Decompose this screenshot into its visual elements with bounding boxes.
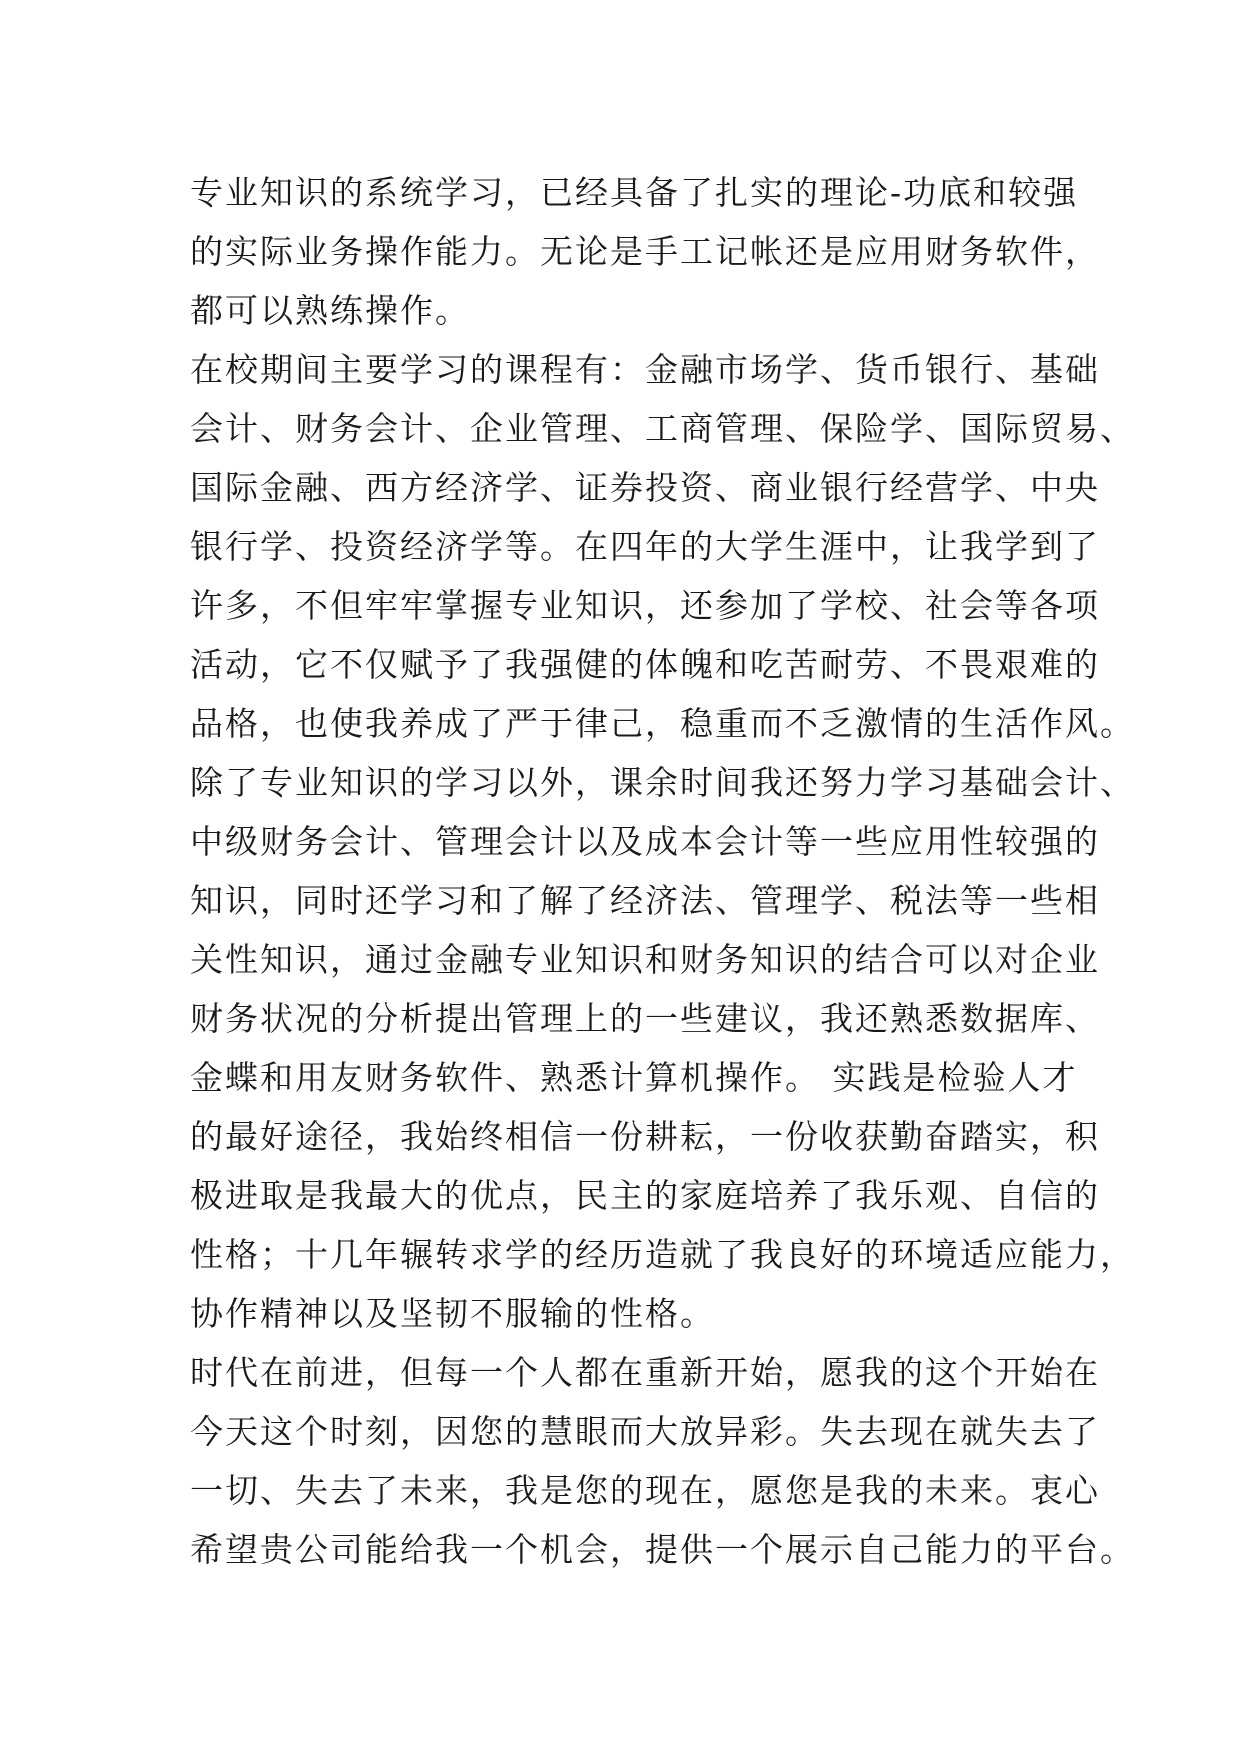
- text-line: 专业知识的系统学习，已经具备了扎实的理论-功底和较强: [190, 173, 1079, 212]
- text-line: 的最好途径，我始终相信一份耕耘，一份收获勤奋踏实，积: [190, 1117, 1100, 1156]
- text-line: 品格，也使我养成了严于律己，稳重而不乏激情的生活作风。: [190, 704, 1135, 743]
- text-line: 都可以熟练操作。: [190, 291, 470, 330]
- text-line: 协作精神以及坚韧不服输的性格。: [190, 1294, 715, 1333]
- body-text: [190, 163, 1135, 1579]
- text-line: 极进取是我最大的优点，民主的家庭培养了我乐观、自信的: [190, 1176, 1100, 1215]
- text-line: 的实际业务操作能力。无论是手工记帐还是应用财务软件，: [190, 232, 1100, 271]
- text-line: 希望贵公司能给我一个机会，提供一个展示自己能力的平台。: [190, 1530, 1135, 1569]
- text-line: 知识，同时还学习和了解了经济法、管理学、税法等一些相: [190, 881, 1100, 920]
- text-line: 除了专业知识的学习以外，课余时间我还努力学习基础会计、: [190, 763, 1135, 802]
- text-line: 中级财务会计、管理会计以及成本会计等一些应用性较强的: [190, 822, 1100, 861]
- text-line: 活动，它不仅赋予了我强健的体魄和吃苦耐劳、不畏艰难的: [190, 645, 1100, 684]
- text-line: 会计、财务会计、企业管理、工商管理、保险学、国际贸易、: [190, 409, 1135, 448]
- text-line: 一切、失去了未来，我是您的现在，愿您是我的未来。衷心: [190, 1471, 1100, 1510]
- text-line: 在校期间主要学习的课程有：金融市场学、货币银行、基础: [190, 350, 1100, 389]
- text-line: 财务状况的分析提出管理上的一些建议，我还熟悉数据库、: [190, 999, 1100, 1038]
- text-line: 银行学、投资经济学等。在四年的大学生涯中，让我学到了: [190, 527, 1100, 566]
- text-line: 时代在前进，但每一个人都在重新开始，愿我的这个开始在: [190, 1353, 1100, 1392]
- text-line: 金蝶和用友财务软件、熟悉计算机操作。 实践是检验人才: [190, 1058, 1078, 1097]
- text-line: 许多，不但牢牢掌握专业知识，还参加了学校、社会等各项: [190, 586, 1100, 625]
- text-line: 性格；十几年辗转求学的经历造就了我良好的环境适应能力，: [190, 1235, 1135, 1274]
- text-line: 今天这个时刻，因您的慧眼而大放异彩。失去现在就失去了: [190, 1412, 1100, 1451]
- text-line: 国际金融、西方经济学、证券投资、商业银行经营学、中央: [190, 468, 1100, 507]
- text-line: 关性知识，通过金融专业知识和财务知识的结合可以对企业: [190, 940, 1100, 979]
